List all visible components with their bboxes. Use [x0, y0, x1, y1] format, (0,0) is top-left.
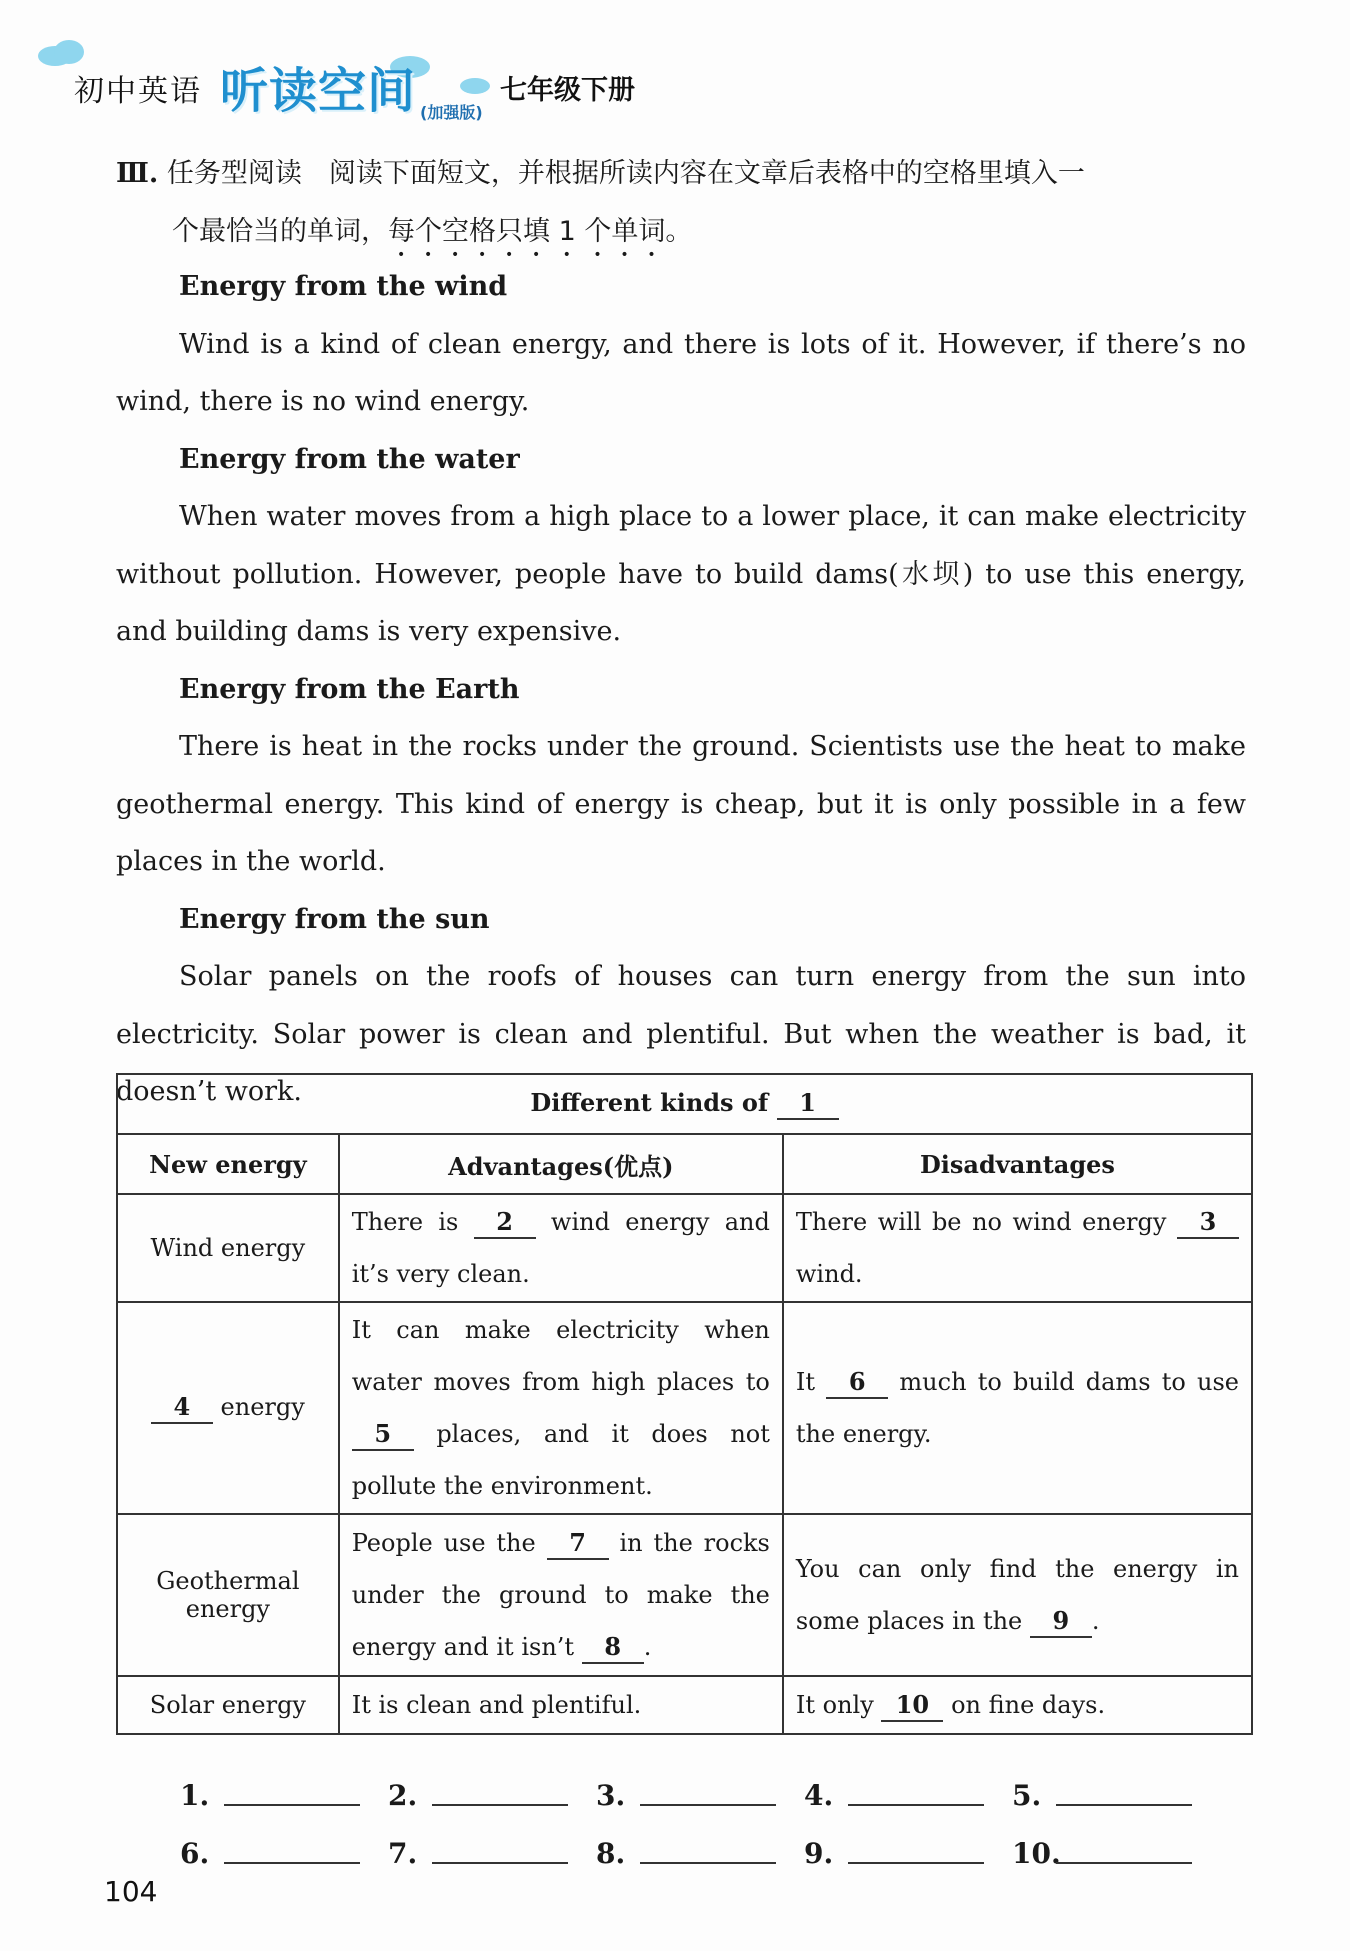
row-advantage [339, 1514, 783, 1676]
answer-slot[interactable] [180, 1779, 388, 1812]
answer-row [180, 1754, 1230, 1812]
answer-number: 9. [804, 1837, 834, 1870]
cloud-icon [54, 40, 84, 64]
row-name: Wind energy [117, 1194, 339, 1302]
blank-9: 9 [1030, 1606, 1092, 1638]
blank-4: 4 [151, 1392, 213, 1424]
answer-number: 3. [596, 1779, 626, 1812]
passage-paragraph: Solar panels on the roofs of houses can turn energy from the sun into electricity. Solar power is clean and plentiful. But when the weather is bad, it doesn’t work. [116, 961, 1246, 1107]
row-disadvantage [783, 1514, 1252, 1676]
answer-number: 2. [388, 1779, 418, 1812]
cell-text: There is [351, 1208, 459, 1236]
passage-paragraph: There is heat in the rocks under the ground. Scientists use the heat to make geothermal energy. This kind of energy is cheap, but it is only possible in a few places in the world. [116, 731, 1246, 877]
cell-text: You can only find the energy in some places in the [795, 1555, 1239, 1635]
passage-paragraph: Wind is a kind of clean energy, and there is lots of it. However, if there’s no wind, there is no wind energy. [116, 328, 1246, 417]
answer-line[interactable] [1056, 1860, 1192, 1864]
answer-slot[interactable] [804, 1779, 1012, 1812]
answer-number: 8. [596, 1837, 626, 1870]
table-row [117, 1514, 1252, 1676]
answer-line[interactable] [432, 1802, 568, 1806]
answer-line[interactable] [224, 1802, 360, 1806]
instruction-line-1: 任务型阅读 阅读下面短文，并根据所读内容在文章后表格中的空格里填入一 [166, 158, 1085, 189]
cell-text: wind. [795, 1260, 863, 1288]
answer-line[interactable] [224, 1860, 360, 1864]
cell-text: wind energy and it’s very clean. [351, 1208, 770, 1288]
section-instruction [116, 145, 1256, 263]
cell-text: much to build dams to use the energy. [795, 1368, 1239, 1448]
answer-number: 10. [1012, 1837, 1061, 1870]
row-name: Geothermal energy [117, 1514, 339, 1676]
cell-text: People use the [351, 1529, 536, 1557]
passage-heading: Energy from the sun [179, 903, 490, 935]
blank-3: 3 [1177, 1207, 1239, 1239]
row-disadvantage [783, 1302, 1252, 1514]
answer-number: 1. [180, 1779, 210, 1812]
cloud-icon [460, 78, 490, 94]
answer-row [180, 1812, 1230, 1870]
reading-passage [116, 258, 1246, 1121]
table-title-text: Different kinds of [530, 1088, 769, 1117]
passage-heading: Energy from the Earth [179, 673, 520, 705]
header-disadvantages: Disadvantages [783, 1134, 1252, 1194]
answer-slot[interactable] [388, 1779, 596, 1812]
answer-slot[interactable] [180, 1837, 388, 1870]
grade-label: 七年级下册 [500, 75, 635, 106]
answer-lines [180, 1754, 1230, 1870]
table-title [117, 1074, 1252, 1134]
answer-number: 5. [1012, 1779, 1042, 1812]
answer-number: 4. [804, 1779, 834, 1812]
cell-text: places, and it does not pollute the environment. [351, 1420, 770, 1500]
answer-line[interactable] [640, 1802, 776, 1806]
instruction-line-2c: 。 [665, 216, 693, 247]
blank-2: 2 [474, 1207, 536, 1239]
cell-text: . [1091, 1607, 1100, 1635]
cell-text: It only [795, 1691, 874, 1719]
passage-heading: Energy from the wind [179, 271, 508, 302]
answer-slot[interactable] [804, 1837, 1012, 1870]
answer-slot[interactable] [596, 1779, 804, 1812]
blank-8: 8 [582, 1632, 644, 1664]
answer-line[interactable] [1056, 1802, 1192, 1806]
blank-7: 7 [547, 1528, 609, 1560]
energy-table [116, 1073, 1253, 1735]
blank-5: 5 [352, 1419, 414, 1451]
cell-text: energy [220, 1393, 305, 1421]
table-row [117, 1676, 1252, 1734]
row-disadvantage [783, 1676, 1252, 1734]
table-row [117, 1194, 1252, 1302]
page-number: 104 [104, 1875, 158, 1908]
passage-paragraph: When water moves from a high place to a lower place, it can make electricity without pollution. However, people have to build dams(水坝) to use this energy, and building dams is very expensive. [116, 501, 1246, 647]
cell-text: It is clean and plentiful. [351, 1691, 642, 1719]
passage-heading: Energy from the water [179, 443, 520, 475]
instruction-line-2a: 个最恰当的单词， [172, 216, 388, 247]
answer-slot[interactable] [596, 1837, 804, 1870]
answer-slot[interactable] [388, 1837, 596, 1870]
row-name [117, 1302, 339, 1514]
cell-text: It [795, 1368, 816, 1396]
row-advantage [339, 1194, 783, 1302]
instruction-emphasis: 每个空格只填 1 个单词 [388, 216, 666, 247]
cell-text: on fine days. [951, 1691, 1106, 1719]
answer-slot[interactable] [1012, 1837, 1220, 1870]
answer-number: 7. [388, 1837, 418, 1870]
header-new-energy: New energy [117, 1134, 339, 1194]
page-header [60, 52, 660, 122]
row-name: Solar energy [117, 1676, 339, 1734]
blank-6: 6 [826, 1367, 888, 1399]
answer-line[interactable] [848, 1802, 984, 1806]
blank-10: 10 [881, 1690, 943, 1722]
row-disadvantage [783, 1194, 1252, 1302]
answer-slot[interactable] [1012, 1779, 1220, 1812]
answer-line[interactable] [640, 1860, 776, 1864]
edition-label: (加强版) [420, 103, 483, 122]
answer-number: 6. [180, 1837, 210, 1870]
brand-logo: 听读空间 [220, 63, 417, 119]
row-advantage [339, 1302, 783, 1514]
cell-text: It can make electricity when water moves from high places to [351, 1316, 770, 1396]
row-advantage [339, 1676, 783, 1734]
cell-text: in the rocks under the ground to make the energy and it isn’t [351, 1529, 770, 1661]
blank-1: 1 [777, 1088, 839, 1120]
cell-text: . [643, 1633, 652, 1661]
answer-line[interactable] [848, 1860, 984, 1864]
cell-text: There will be no wind energy [795, 1208, 1167, 1236]
answer-line[interactable] [432, 1860, 568, 1864]
section-number: Ⅲ. [116, 158, 159, 189]
table-row [117, 1302, 1252, 1514]
header-advantages: Advantages(优点) [339, 1134, 783, 1194]
series-title: 初中英语 [74, 74, 202, 109]
